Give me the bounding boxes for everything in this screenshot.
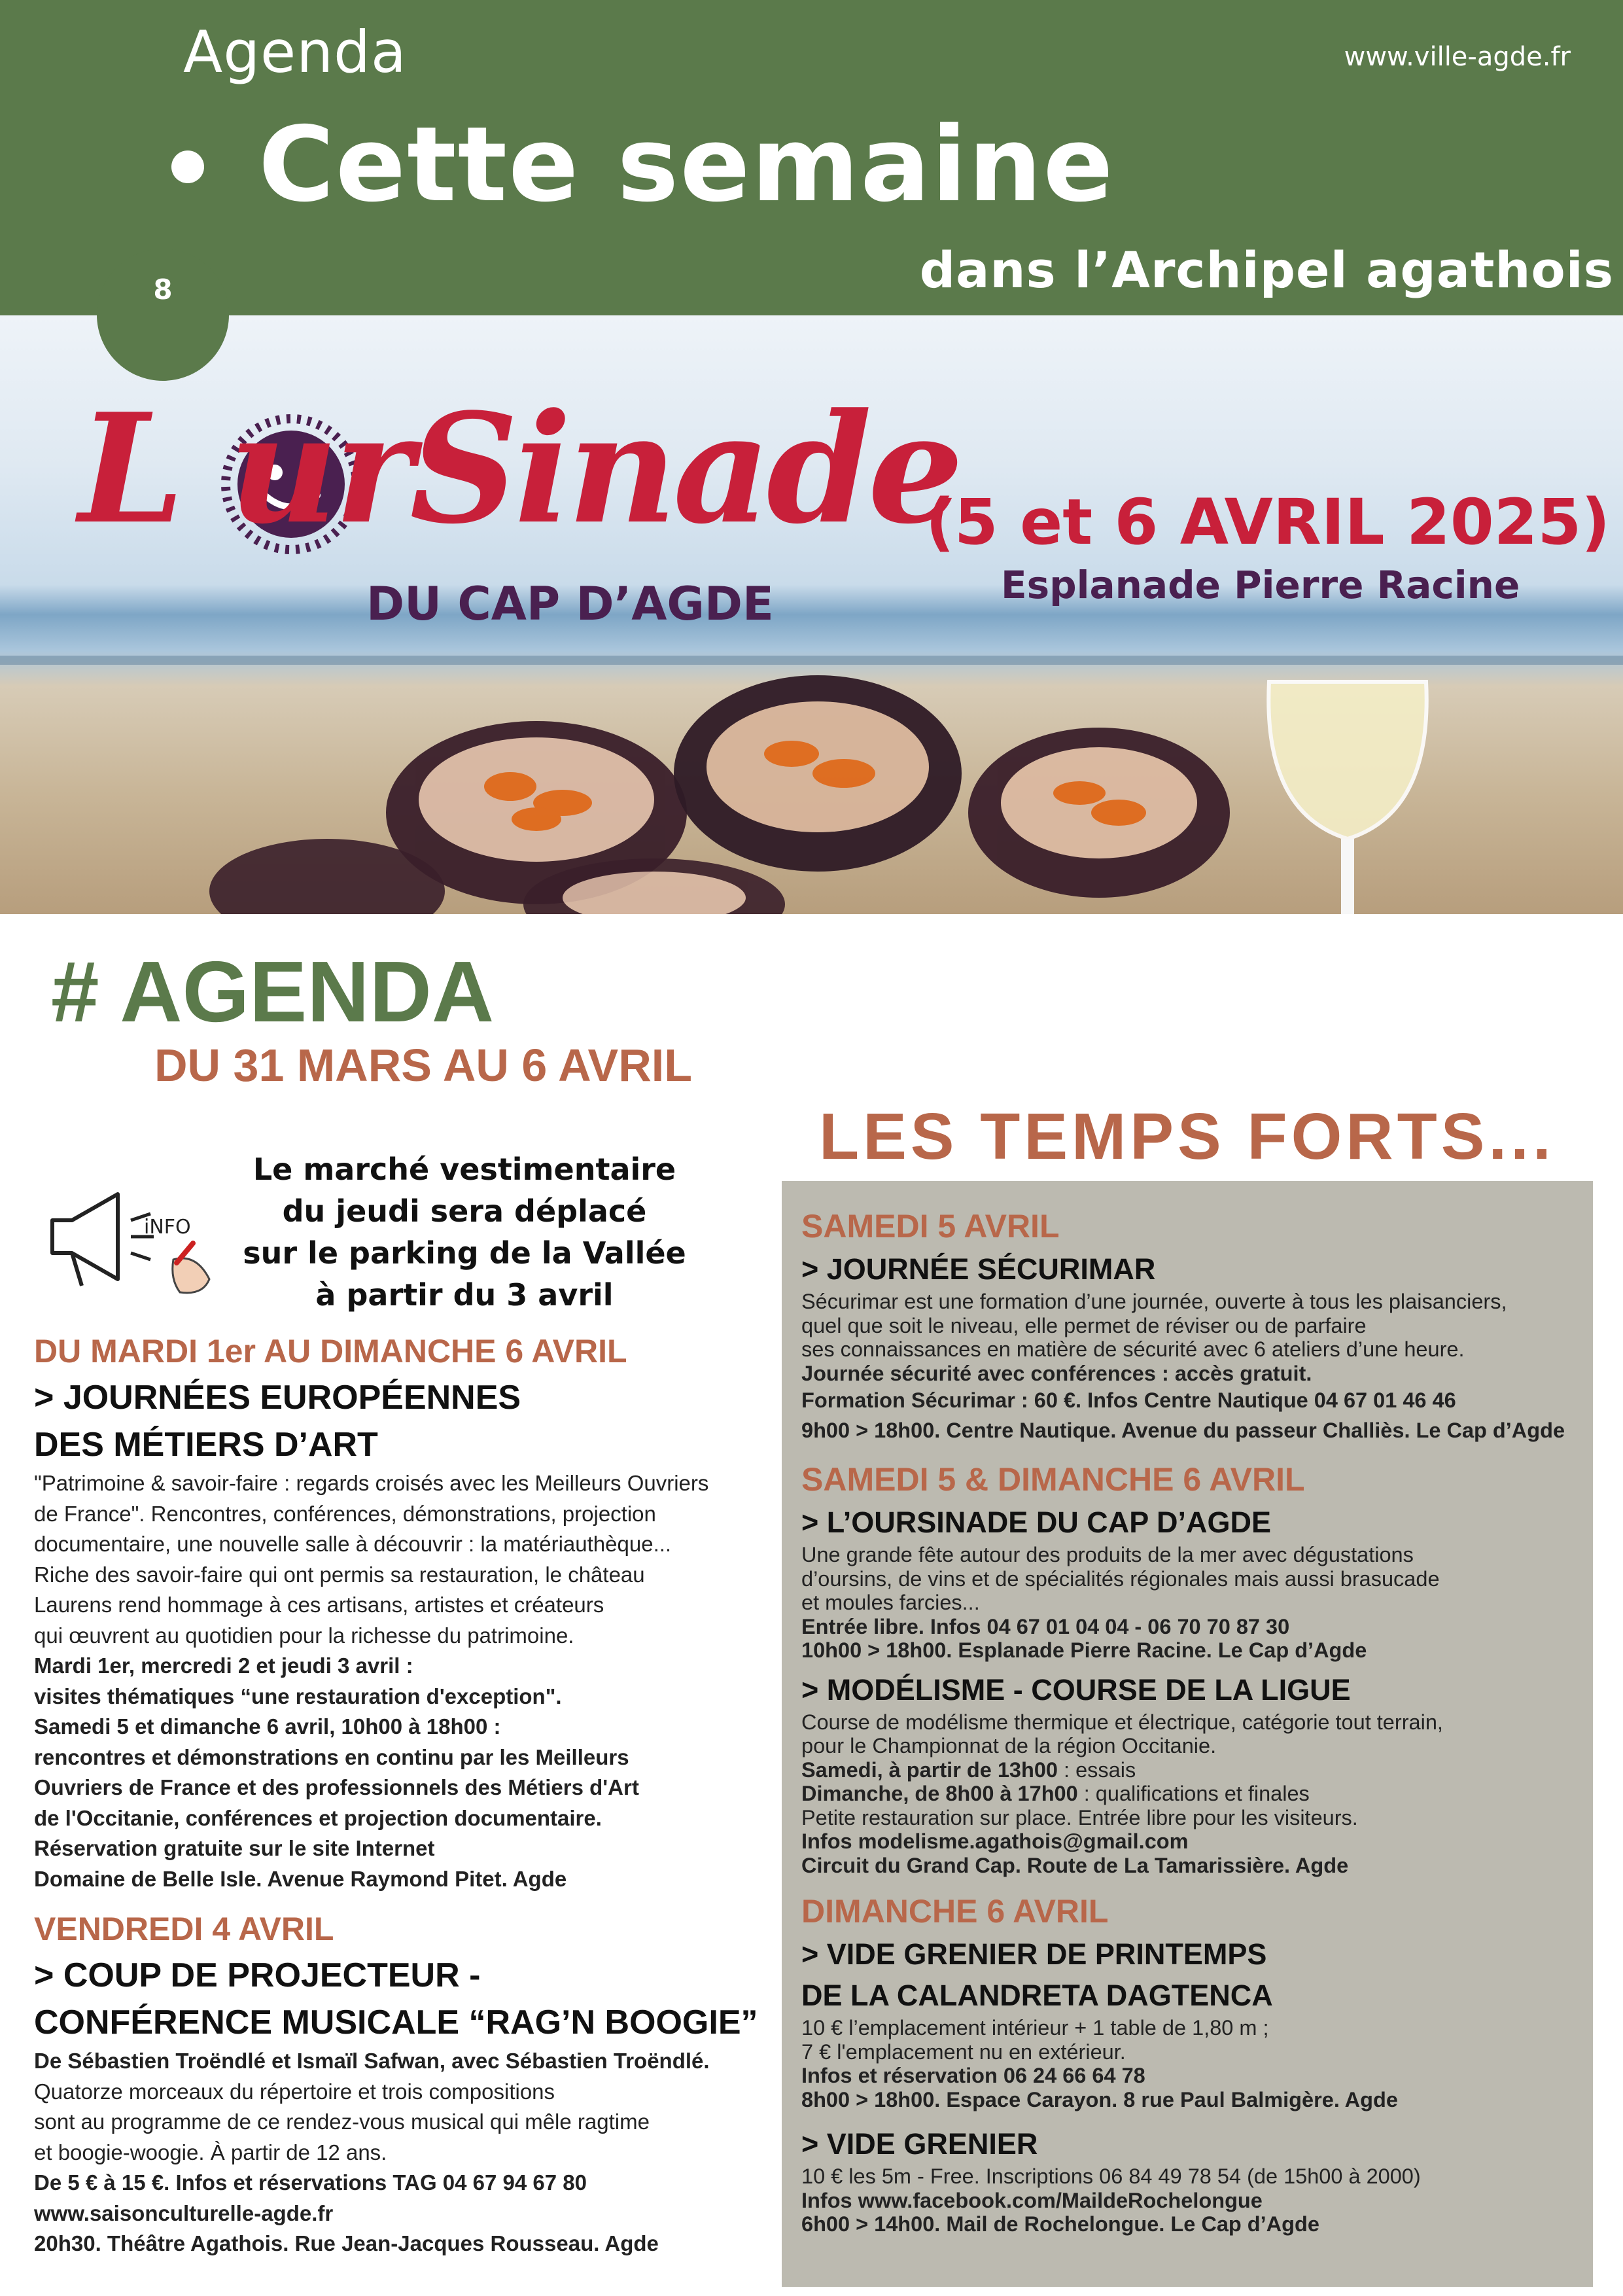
text-line: ses connaissances en matière de sécurité avec 6 ateliers d’une heure.	[801, 1337, 1465, 1361]
text-line: 6h00 > 14h00. Mail de Rochelongue. Le Cap d’Agde	[801, 2212, 1319, 2236]
event-title: > JOURNÉE SÉCURIMAR	[801, 1252, 1156, 1286]
sea-urchin-icon	[968, 728, 1230, 898]
event-date: DU MARDI 1er AU DIMANCHE 6 AVRIL	[34, 1333, 627, 1369]
text-line: de France". Rencontres, conférences, démonstrations, projection	[34, 1501, 656, 1526]
text-line: Formation Sécurimar : 60 €. Infos Centre Nautique 04 67 01 46 46	[801, 1388, 1456, 1412]
info-label: iNFO	[144, 1216, 191, 1239]
event-title: > VIDE GRENIER	[801, 2127, 1038, 2161]
text-line: Samedi, à partir de 13h00 : essais	[801, 1757, 1136, 1782]
banner-place: Esplanade Pierre Racine	[1001, 563, 1520, 607]
text-line: Laurens rend hommage à ces artisans, artistes et créateurs	[34, 1593, 604, 1617]
info-line: à partir du 3 avril	[315, 1277, 614, 1313]
sea-urchin-icon	[674, 675, 962, 872]
event-title: CONFÉRENCE MUSICALE “RAG’N BOOGIE”	[34, 2004, 758, 2041]
text-line: rencontres et démonstrations en continu par les Meilleurs	[34, 1744, 629, 1769]
text-line: 20h30. Théâtre Agathois. Rue Jean-Jacques Rousseau. Agde	[34, 2231, 659, 2255]
event-description	[34, 2046, 760, 2259]
text-line: Circuit du Grand Cap. Route de La Tamarissière. Agde	[801, 1853, 1349, 1877]
text-line: Mardi 1er, mercredi 2 et jeudi 3 avril :	[34, 1653, 413, 1678]
highlights-heading: LES TEMPS FORTS...	[819, 1100, 1555, 1173]
text-line: De Sébastien Troëndlé et Ismaïl Safwan, avec Sébastien Troëndlé.	[34, 2049, 710, 2073]
text-line: Ouvriers de France et des professionnels des Métiers d'Art	[34, 1775, 639, 1799]
section-label: Agenda	[183, 18, 407, 86]
page-header	[0, 0, 1623, 315]
event-title: > VIDE GRENIER DE PRINTEMPS	[801, 1937, 1267, 1971]
event-title: > COUP DE PROJECTEUR -	[34, 1956, 481, 1994]
text-line: d’oursins, de vins et de spécialités régionales mais aussi brasucade	[801, 1566, 1440, 1591]
text-line: quel que soit le niveau, elle permet de réviser ou de parfaire	[801, 1313, 1367, 1337]
text-line: Une grande fête autour des produits de la mer avec dégustations	[801, 1543, 1414, 1566]
event-date: VENDREDI 4 AVRIL	[34, 1911, 334, 1947]
text-line: Petite restauration sur place. Entrée libre pour les visiteurs.	[801, 1805, 1358, 1829]
text-line: Sécurimar est une formation d’une journée, ouverte à tous les plaisanciers,	[801, 1290, 1507, 1313]
event-banner	[0, 315, 1623, 914]
event-description	[801, 2164, 1580, 2236]
info-line: Le marché vestimentaire	[253, 1152, 676, 1187]
agenda-heading: # AGENDA	[51, 944, 495, 1040]
text-line: De 5 € à 15 €. Infos et réservations TAG 04 67 94 67 80	[34, 2170, 587, 2195]
left-column	[34, 1328, 760, 2259]
event-date: SAMEDI 5 AVRIL	[801, 1208, 1060, 1245]
text-line: visites thématiques “une restauration d'exception".	[34, 1684, 562, 1708]
event-title: DE LA CALANDRETA DAGTENCA	[801, 1979, 1273, 2012]
event-description	[34, 1468, 760, 1894]
text-line: 8h00 > 18h00. Espace Carayon. 8 rue Paul Balmigère. Agde	[801, 2087, 1398, 2111]
text-line: Journée sécurité avec conférences : accès gratuit.	[801, 1361, 1312, 1385]
facebook-link[interactable]: Infos www.facebook.com/MaildeRochelongue	[801, 2188, 1263, 2212]
text-line: documentaire, une nouvelle salle à découvrir : la matériauthèque...	[34, 1532, 672, 1556]
text-line: 10 € l’emplacement intérieur + 1 table de 1,80 m ;	[801, 2016, 1269, 2040]
text-line: Course de modélisme thermique et électrique, catégorie tout terrain,	[801, 1710, 1443, 1734]
event-title: DES MÉTIERS D’ART	[34, 1426, 378, 1464]
website-link[interactable]: www.saisonculturelle-agde.fr	[34, 2200, 334, 2225]
event-description	[801, 2016, 1580, 2111]
text-line: 10 € les 5m - Free. Inscriptions 06 84 49 78 54 (de 15h00 à 2000)	[801, 2164, 1421, 2188]
text-line: Samedi 5 et dimanche 6 avril, 10h00 à 18h00 :	[34, 1714, 501, 1739]
text-line: Domaine de Belle Isle. Avenue Raymond Pitet. Agde	[34, 1866, 567, 1891]
text-line: 9h00 > 18h00. Centre Nautique. Avenue du passeur Challiès. Le Cap d’Agde	[801, 1419, 1565, 1442]
text-line: 7 € l'emplacement nu en extérieur.	[801, 2040, 1126, 2064]
logo-subtitle: DU CAP D’AGDE	[366, 577, 774, 631]
text-line: Quatorze morceaux du répertoire et trois compositions	[34, 2079, 555, 2104]
text-line: Entrée libre. Infos 04 67 01 04 04 - 06 70 70 87 30	[801, 1614, 1290, 1638]
event-title: > L’OURSINADE DU CAP D’AGDE	[801, 1506, 1272, 1539]
event-title: > MODÉLISME - COURSE DE LA LIGUE	[801, 1672, 1351, 1706]
event-description	[801, 1290, 1580, 1445]
event-description	[801, 1543, 1580, 1663]
wine-glass-icon	[1268, 682, 1426, 914]
text-line: "Patrimoine & savoir-faire : regards croisés avec les Meilleurs Ouvriers	[34, 1471, 709, 1495]
event-date: SAMEDI 5 & DIMANCHE 6 AVRIL	[801, 1461, 1305, 1498]
text-line: Riche des savoir-faire qui ont permis sa restauration, le château	[34, 1562, 645, 1587]
text-line: Dimanche, de 8h00 à 17h00 : qualifications et finales	[801, 1782, 1310, 1805]
bullet-icon	[171, 150, 204, 183]
info-line: sur le parking de la Vallée	[243, 1235, 686, 1271]
page-number: 8	[153, 274, 173, 306]
text-line: Réservation gratuite sur le site Internet	[34, 1836, 435, 1860]
text-line: et moules farcies...	[801, 1591, 980, 1614]
text-line: de l'Occitanie, conférences et projection documentaire.	[34, 1805, 602, 1830]
logo-title: L urSinade	[79, 381, 960, 557]
text-line: pour le Championnat de la région Occitanie.	[801, 1734, 1217, 1757]
megaphone-icon	[46, 1181, 222, 1299]
page-title: Cette semaine	[258, 105, 1115, 225]
agenda-dates: DU 31 MARS AU 6 AVRIL	[154, 1040, 692, 1091]
text-line: et boogie-woogie. À partir de 12 ans.	[34, 2140, 387, 2164]
email-link[interactable]: Infos modelisme.agathois@gmail.com	[801, 1829, 1189, 1853]
text-line: qui œuvrent au quotidien pour la richesse du patrimoine.	[34, 1623, 574, 1648]
banner-dates: (5 et 6 AVRIL 2025)	[926, 486, 1611, 559]
event-date: DIMANCHE 6 AVRIL	[801, 1893, 1109, 1930]
highlights-column	[801, 1204, 1580, 2236]
event-title: > JOURNÉES EUROPÉENNES	[34, 1379, 521, 1417]
event-description	[801, 1710, 1580, 1878]
text-line: 10h00 > 18h00. Esplanade Pierre Racine. Le Cap d’Agde	[801, 1638, 1367, 1662]
page-subtitle: dans l’Archipel agathois	[919, 241, 1614, 299]
website-url[interactable]: www.ville-agde.fr	[1344, 42, 1571, 72]
info-line: du jeudi sera déplacé	[282, 1193, 647, 1229]
page-number-badge	[97, 249, 229, 381]
text-line: sont au programme de ce rendez-vous musical qui mêle ragtime	[34, 2110, 650, 2134]
text-line: Infos et réservation 06 24 66 64 78	[801, 2064, 1145, 2087]
info-notice	[236, 1148, 693, 1316]
